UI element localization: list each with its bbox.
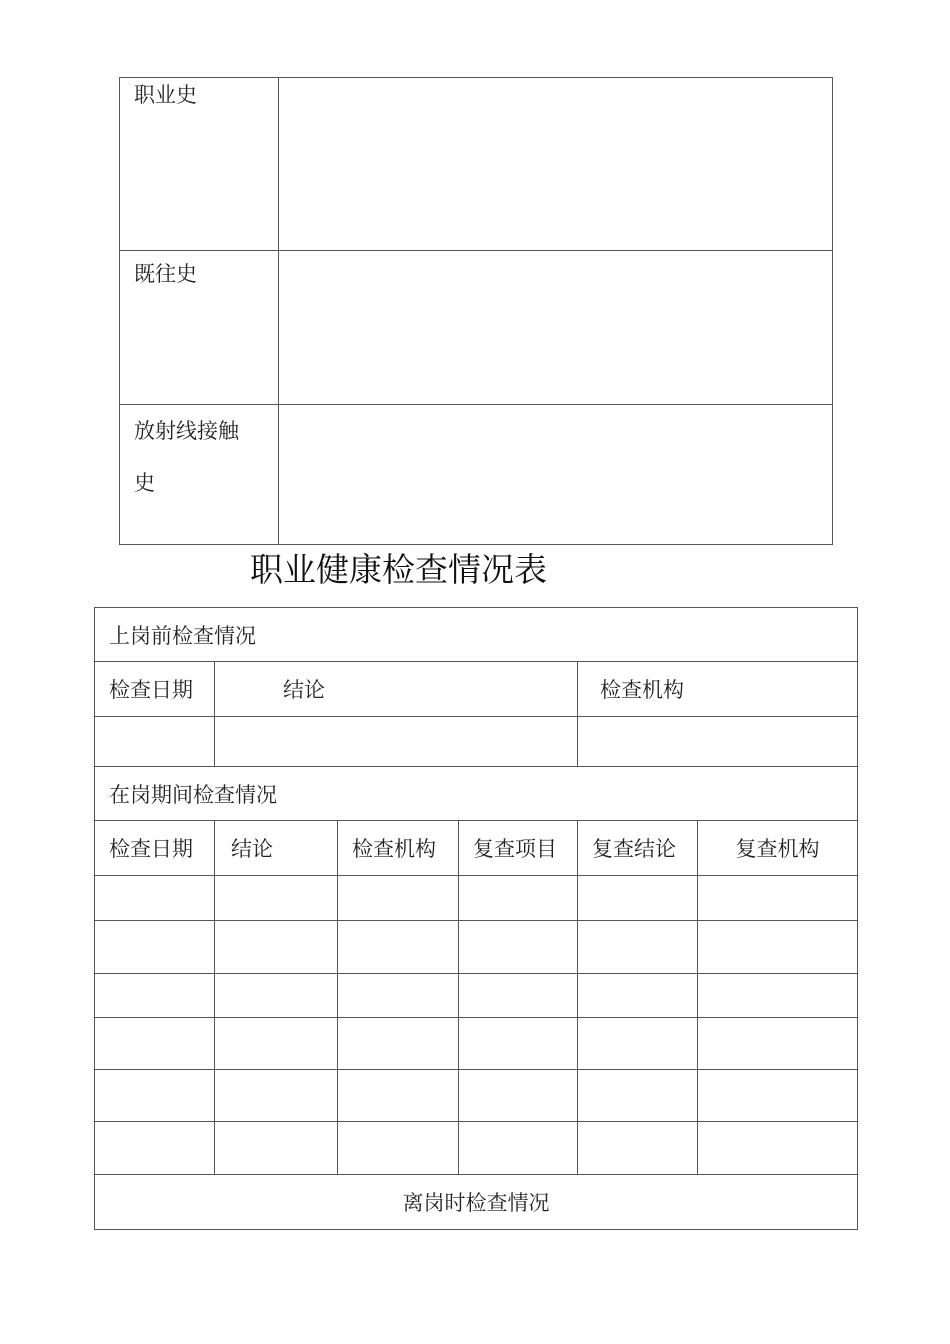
during-col-institution: 检查机构 bbox=[338, 821, 459, 876]
page-title: 职业健康检查情况表 bbox=[250, 550, 547, 589]
pre-conclusion-cell[interactable] bbox=[215, 717, 578, 767]
table-cell[interactable] bbox=[95, 1122, 215, 1175]
table-row bbox=[95, 1122, 858, 1175]
table-row bbox=[95, 974, 858, 1018]
pre-col-exam-date: 检查日期 bbox=[95, 662, 215, 717]
during-employment-header-row bbox=[95, 821, 858, 876]
table-cell[interactable] bbox=[215, 921, 338, 974]
radiation-history-row bbox=[120, 405, 833, 545]
pre-col-conclusion: 结论 bbox=[215, 662, 578, 717]
table-cell[interactable] bbox=[578, 974, 698, 1018]
table-cell[interactable] bbox=[459, 921, 578, 974]
table-cell[interactable] bbox=[95, 974, 215, 1018]
pre-employment-header-row bbox=[95, 662, 858, 717]
pre-employment-data-row bbox=[95, 717, 858, 767]
table-cell[interactable] bbox=[338, 974, 459, 1018]
during-col-conclusion: 结论 bbox=[215, 821, 338, 876]
table-cell[interactable] bbox=[338, 921, 459, 974]
table-cell[interactable] bbox=[698, 1018, 858, 1070]
pre-employment-heading-row bbox=[95, 608, 858, 662]
table-cell[interactable] bbox=[459, 1070, 578, 1122]
table-row bbox=[95, 1070, 858, 1122]
pre-exam-date-cell[interactable] bbox=[95, 717, 215, 767]
during-employment-heading: 在岗期间检查情况 bbox=[95, 767, 858, 821]
table-cell[interactable] bbox=[338, 1122, 459, 1175]
during-col-recheck-conclusion: 复查结论 bbox=[578, 821, 698, 876]
table-cell[interactable] bbox=[698, 1070, 858, 1122]
pre-col-institution: 检查机构 bbox=[578, 662, 858, 717]
table-cell[interactable] bbox=[215, 1070, 338, 1122]
table-cell[interactable] bbox=[338, 876, 459, 921]
table-cell[interactable] bbox=[95, 1018, 215, 1070]
radiation-history-field[interactable] bbox=[279, 405, 833, 545]
table-cell[interactable] bbox=[459, 974, 578, 1018]
during-col-recheck-items: 复查项目 bbox=[459, 821, 578, 876]
table-cell[interactable] bbox=[215, 876, 338, 921]
table-cell[interactable] bbox=[95, 1070, 215, 1122]
table-cell[interactable] bbox=[698, 921, 858, 974]
during-col-recheck-institution: 复查机构 bbox=[698, 821, 858, 876]
table-cell[interactable] bbox=[338, 1070, 459, 1122]
history-table bbox=[119, 77, 833, 545]
occupational-history-row bbox=[120, 78, 833, 251]
during-employment-heading-row bbox=[95, 767, 858, 821]
pre-institution-cell[interactable] bbox=[578, 717, 858, 767]
leaving-heading: 离岗时检查情况 bbox=[95, 1175, 858, 1230]
table-cell[interactable] bbox=[698, 1122, 858, 1175]
past-history-field[interactable] bbox=[279, 251, 833, 405]
table-cell[interactable] bbox=[578, 1018, 698, 1070]
table-cell[interactable] bbox=[578, 921, 698, 974]
pre-employment-heading: 上岗前检查情况 bbox=[95, 608, 858, 662]
table-cell[interactable] bbox=[578, 1070, 698, 1122]
radiation-history-label-line2: 史 bbox=[134, 471, 155, 495]
table-cell[interactable] bbox=[698, 876, 858, 921]
table-cell[interactable] bbox=[698, 974, 858, 1018]
table-cell[interactable] bbox=[578, 876, 698, 921]
table-cell[interactable] bbox=[215, 1018, 338, 1070]
table-cell[interactable] bbox=[459, 876, 578, 921]
table-cell[interactable] bbox=[95, 876, 215, 921]
table-cell[interactable] bbox=[338, 1018, 459, 1070]
table-cell[interactable] bbox=[578, 1122, 698, 1175]
during-col-exam-date: 检查日期 bbox=[95, 821, 215, 876]
leaving-heading-row bbox=[95, 1175, 858, 1230]
table-cell[interactable] bbox=[215, 974, 338, 1018]
past-history-label: 既往史 bbox=[120, 251, 279, 405]
table-row bbox=[95, 921, 858, 974]
radiation-history-label bbox=[120, 405, 279, 545]
occupational-history-field[interactable] bbox=[279, 78, 833, 251]
exam-table bbox=[94, 607, 858, 1230]
table-cell[interactable] bbox=[459, 1018, 578, 1070]
occupational-history-label: 职业史 bbox=[120, 78, 279, 251]
past-history-row bbox=[120, 251, 833, 405]
radiation-history-label-line1: 放射线接触 bbox=[134, 419, 239, 443]
table-cell[interactable] bbox=[459, 1122, 578, 1175]
table-row bbox=[95, 1018, 858, 1070]
table-cell[interactable] bbox=[215, 1122, 338, 1175]
table-row bbox=[95, 876, 858, 921]
table-cell[interactable] bbox=[95, 921, 215, 974]
